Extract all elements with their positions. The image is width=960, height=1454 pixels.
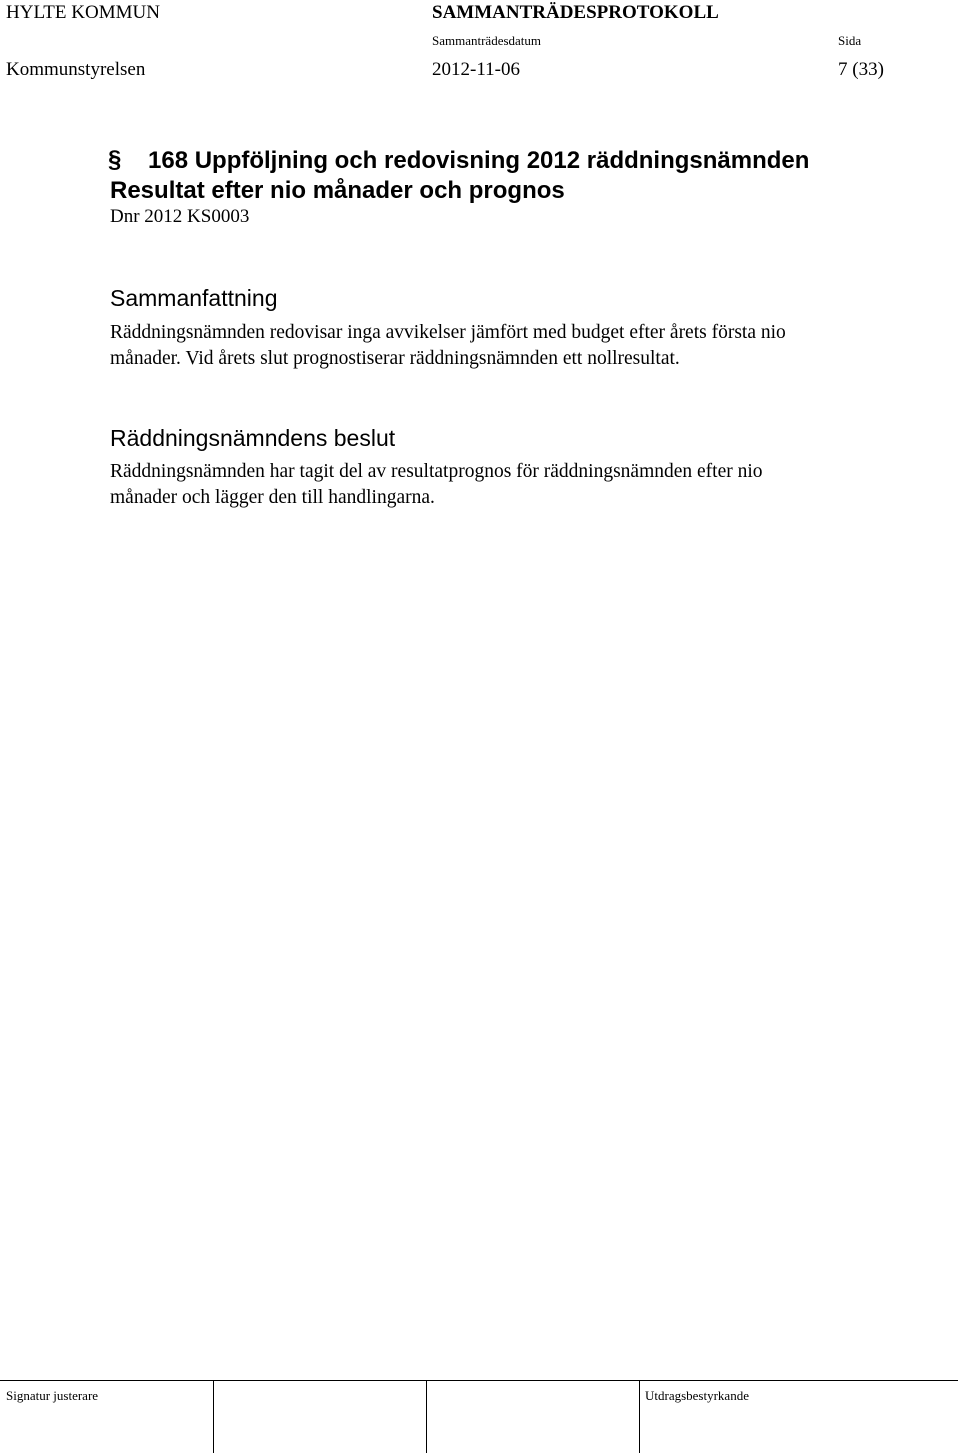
item-heading	[110, 146, 810, 206]
decision-line: Räddningsnämnden har tagit del av resultatprognos för räddningsnämnden efter nio	[110, 461, 763, 482]
extract-label: Utdragsbestyrkande	[645, 1388, 749, 1403]
meeting-date-label: Sammanträdesdatum	[432, 33, 542, 48]
decision-line: månader och lägger den till handlingarna.	[110, 487, 435, 508]
summary-heading: Sammanfattning	[110, 285, 278, 311]
document-type: SAMMANTRÄDESPROTOKOLL	[432, 2, 719, 23]
summary-line: Räddningsnämnden redovisar inga avvikelser jämfört med budget efter årets första nio	[110, 322, 786, 343]
committee-name: Kommunstyrelsen	[6, 59, 146, 80]
signature-cell-divider	[213, 1381, 214, 1453]
decision-heading: Räddningsnämndens beslut	[110, 425, 396, 451]
signature-footer	[0, 1380, 958, 1453]
decision-text	[110, 459, 900, 511]
item-title-line-1: 168 Uppföljning och redovisning 2012 räddningsnämnden	[148, 147, 810, 174]
organization-name: HYLTE KOMMUN	[6, 2, 160, 23]
summary-line: månader. Vid årets slut prognostiserar räddningsnämnden ett nollresultat.	[110, 348, 680, 369]
page-label: Sida	[838, 33, 862, 48]
summary-text	[110, 320, 900, 372]
signature-label: Signatur justerare	[6, 1388, 99, 1403]
page-number: 7 (33)	[838, 59, 884, 80]
extract-cell-divider	[639, 1381, 640, 1453]
section-sign: §	[108, 146, 122, 173]
item-title-line-2: Resultat efter nio månader och prognos	[110, 177, 565, 204]
meeting-date: 2012-11-06	[432, 59, 520, 80]
case-number: Dnr 2012 KS0003	[110, 206, 250, 227]
signature-cell-divider	[426, 1381, 427, 1453]
